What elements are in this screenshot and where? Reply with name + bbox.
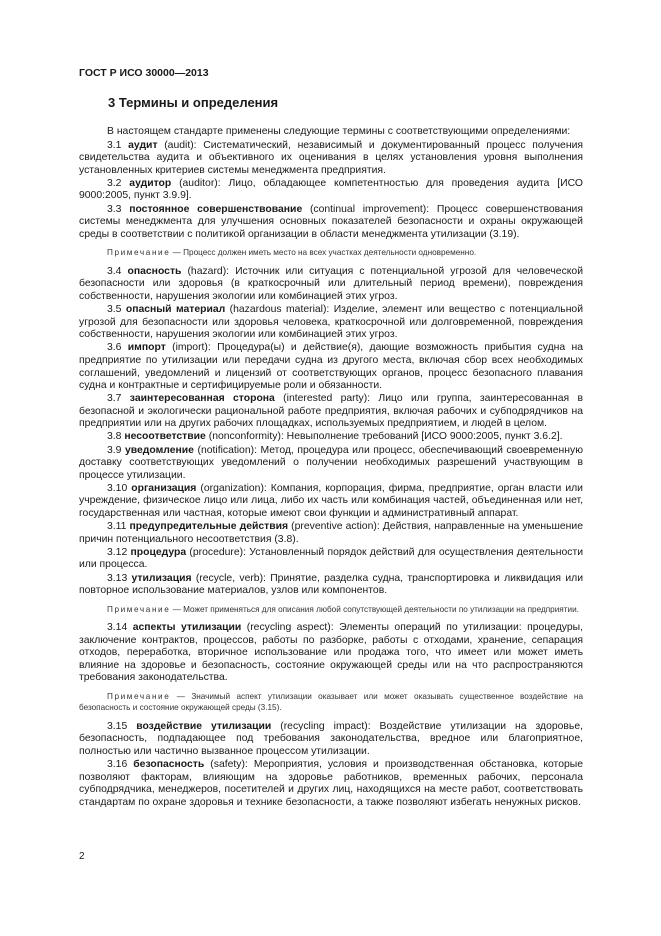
term-definition: (organization): Компания, корпорация, фирма, предприятие, орган власти или учреждение, физическое лицо или лица, либо их часть или комбинация частей, объединенная или нет, государственная или частная, которые имеют свои функции и административный аппарат.	[79, 482, 583, 520]
term-definition: (recycling impact): Воздействие утилизации на здоровье, безопасность, подпадающее под требования законодательства, вредное или благоприятное, полностью или частично вызванное процессом утилизации.	[79, 720, 584, 758]
term-number: 3.11	[107, 521, 127, 533]
term-3-12	[79, 547, 583, 572]
term-number: 3.1	[107, 139, 122, 151]
term-definition: (recycle, verb): Принятие, разделка судна, транспортировка и ликвидация или повторное использование материалов, узлов или компонентов.	[79, 572, 584, 597]
term-3-4	[79, 266, 583, 304]
note-text: — Значимый аспект утилизации оказывает или может оказывать существенное воздействие на безопасность и состояние окружающей среды (3.15).	[79, 692, 583, 713]
term-number: 3.8	[107, 431, 122, 443]
term-definition: (import): Процедура(ы) и действие(я), дающие возможность прибытия судна на предприятие по утилизации или передачи судна из другого места, включая сбор всех необходимых соглашений, уведомлений и лицензий от соответствующих органов, процесс безопасного плавания судна и контрактные и сертифицируемые роли и обязанности.	[79, 342, 583, 392]
term-name: опасность	[127, 265, 182, 277]
term-name: аудит	[128, 139, 158, 151]
section-title: 3 Термины и определения	[108, 95, 279, 110]
term-3-14	[79, 622, 583, 685]
term-number: 3.2	[107, 177, 122, 189]
term-name: несоответствие	[124, 431, 206, 443]
term-definition: (hazardous material): Изделие, элемент или вещество с потенциальной угрозой для безопасности или здоровья человека, краткосрочной или долговременной, повреждения собственности, нарушения экологии или комбинацией этих угроз.	[79, 304, 584, 341]
term-name: опасный материал	[125, 304, 226, 316]
term-definition: (nonconformity): Невыполнение требований [ИСО 9000:2005, пункт 3.6.2].	[205, 431, 563, 443]
term-number: 3.3	[107, 203, 122, 215]
term-name: процедура	[130, 546, 187, 558]
term-number: 3.7	[107, 393, 122, 405]
term-number: 3.10	[107, 482, 128, 494]
term-3-9	[79, 445, 583, 483]
term-definition: (recycling aspect): Элементы операций по утилизации: процедуры, заключение контрактов, процессов, работы по разборке, работы с отходами, хранение, сепарация отходов, переработка, вторичное использование или продажа того, что имеет или может иметь влияние на здоровье и безопасность, состояние окружающей среды или на что распространяются требования законодательства.	[79, 622, 583, 684]
term-number: 3.14	[107, 622, 128, 634]
term-number: 3.6	[107, 342, 122, 354]
note-text: — Процесс должен иметь место на всех участках деятельности одновременно.	[170, 248, 477, 258]
page-number: 2	[79, 851, 85, 862]
term-number: 3.4	[107, 265, 122, 277]
term-definition: (audit): Систематический, независимый и документированный процесс получения свидетельства аудита и объективного их оценивания в целях установления уровня выполнения установленных критериев системы менеджмента предприятия.	[79, 139, 584, 176]
term-3-2	[79, 178, 583, 203]
term-number: 3.16	[107, 759, 128, 771]
term-number: 3.13	[107, 572, 128, 584]
term-name: уведомление	[124, 444, 194, 456]
document-body	[79, 126, 583, 810]
term-definition: (auditor): Лицо, обладающее компетентностью для проведения аудита [ИСО 9000:2005, пункт 3.9.9].	[79, 177, 583, 202]
note-label: Примечание	[107, 248, 171, 258]
term-name: аудитор	[129, 177, 172, 189]
term-number: 3.15	[107, 720, 128, 732]
note-label: Примечание	[107, 604, 171, 614]
term-3-16	[79, 759, 583, 809]
term-3-7	[79, 393, 583, 431]
term-3-13	[79, 573, 583, 598]
note-1	[79, 247, 583, 258]
term-number: 3.5	[107, 304, 122, 316]
term-3-1	[79, 140, 583, 178]
term-definition: (safety): Мероприятия, условия и производственная обстановка, которые позволяют факторам, влияющим на здоровье работников, временных рабочих, персонала субподрядчика, менеджеров, посетителей и других лиц, находящихся на месте работ, соответствовать стандартам по охране здоровья и технике безопасности, а также позволяют избегать ненужных рисков.	[79, 759, 584, 808]
note-label: Примечание	[107, 692, 171, 702]
term-name: постоянное совершенствование	[129, 203, 303, 215]
term-name: импорт	[127, 342, 166, 354]
term-definition: (continual improvement): Процесс совершенствования системы менеджмента для улучшения основных показателей безопасности и охраны окружающей среды в соответствии с политикой организации в области менеджмента утилизации (3.19).	[79, 203, 583, 240]
term-number: 3.12	[107, 546, 128, 558]
note-3	[79, 691, 583, 714]
term-3-8	[79, 431, 583, 444]
note-text: — Может применяться для описания любой сопутствующей деятельности по утилизации на предприятии.	[170, 604, 579, 614]
term-definition: (interested party): Лицо или группа, заинтересованная в безопасной и экологически рациональной работе предприятия, включая рабочих и субподрядчиков на предприятии или на других рабочих площадках, используемых предприятием, и людей в целом.	[79, 393, 583, 430]
term-name: безопасность	[133, 759, 205, 771]
term-3-15	[79, 721, 583, 759]
term-name: аспекты утилизации	[132, 622, 242, 634]
term-definition: (preventive action): Действия, направленные на уменьшение причин потенциального несоответствия (3.8).	[79, 521, 583, 545]
term-name: предупредительные действия	[129, 521, 289, 533]
term-definition: (procedure): Установленный порядок действий для осуществления деятельности или процесса.	[79, 546, 584, 571]
term-3-3	[79, 204, 583, 242]
term-name: организация	[131, 482, 197, 494]
term-number: 3.9	[107, 444, 122, 456]
term-3-5	[79, 304, 583, 342]
document-header: ГОСТ Р ИСО 30000—2013	[79, 67, 209, 79]
term-definition: (notification): Метод, процедура или процесс, обеспечивающий своевременную доставку соответствующих уведомлений о получении необходимых разрешений участвующим в процессе утилизации.	[79, 444, 584, 481]
term-3-10	[79, 483, 583, 521]
term-3-6	[79, 342, 583, 392]
note-2	[79, 604, 583, 615]
term-name: воздействие утилизации	[136, 720, 272, 732]
intro-text: В настоящем стандарте применены следующие термины с соответствующими определениями:	[107, 126, 571, 137]
term-3-11	[79, 521, 583, 546]
term-name: заинтересованная сторона	[129, 393, 275, 405]
term-definition: (hazard): Источник или ситуация с потенциальной угрозой для человеческой безопасности или здоровья (в краткосрочный или длительный период времени), повреждения собственности, нарушения экологии или комбинацией этих угроз.	[79, 265, 584, 302]
term-name: утилизация	[131, 572, 192, 584]
